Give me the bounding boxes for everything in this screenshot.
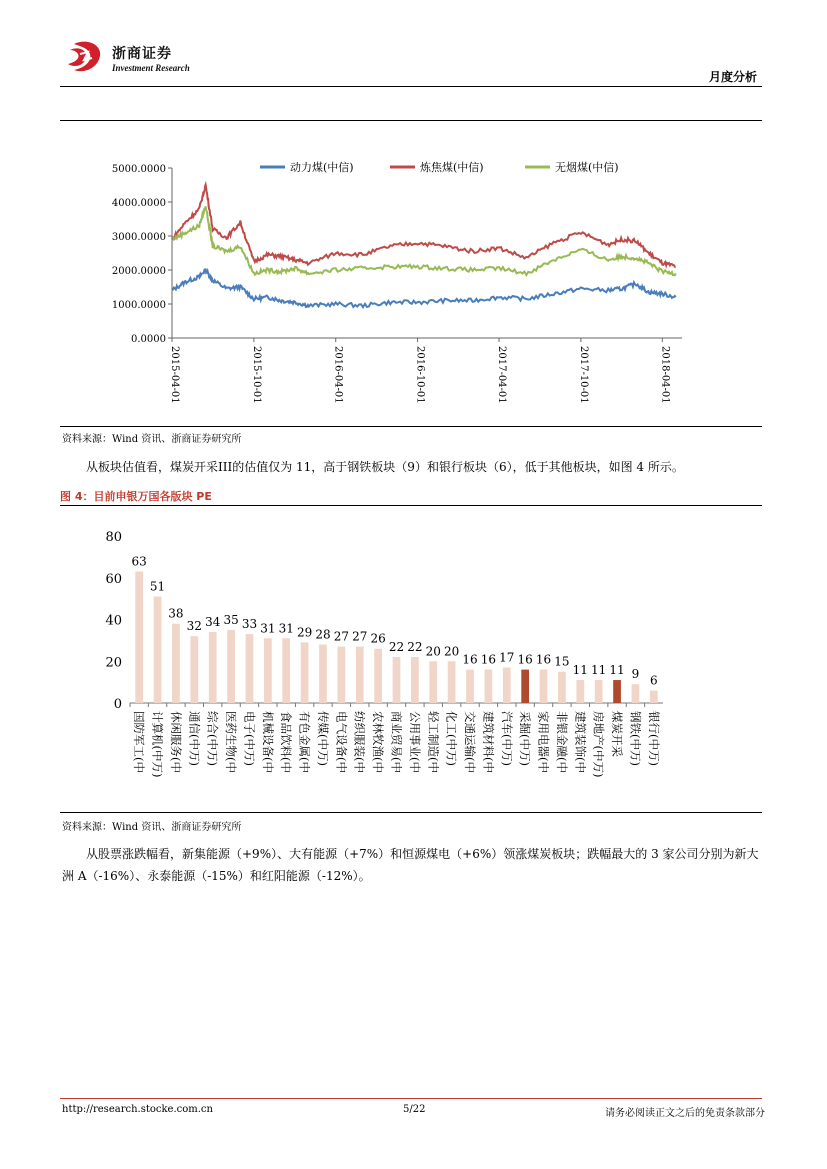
bar-value-label: 29 [296,625,313,640]
bar-value-label: 28 [315,627,331,642]
bar-value-label: 32 [186,619,202,634]
x-tick-label: 纺织服装(中 [352,711,367,773]
x-tick-label: 采掘(中万) [518,711,533,766]
bar [172,624,180,703]
y-tick-label: 4000.0000 [111,198,166,209]
bar-value-label: 20 [443,644,460,659]
bar [246,634,254,703]
page-number: 5/22 [403,1104,426,1115]
bar [209,632,217,703]
figure-title: 图 4：目前申银万国各版块 PE [60,490,212,503]
x-tick-label: 建筑材料(中 [481,711,496,773]
bar-value-label: 22 [407,640,423,655]
bar [540,670,548,703]
bar [429,661,437,703]
x-tick-label: 非银金融(中 [554,711,569,773]
bar [650,690,658,703]
x-tick-label: 食品饮料(中 [279,711,294,773]
series-line [172,269,676,308]
brand-name-en: Investment Research [112,63,190,73]
x-tick-label: 通信(中万) [187,711,202,766]
bar [374,649,382,703]
bar-value-label: 51 [149,579,166,594]
bar [485,670,493,703]
bar-value-label: 9 [631,667,640,682]
bar-value-label: 16 [462,652,478,667]
x-tick-label: 农林牧渔(中 [371,711,386,773]
y-tick-label: 2000.0000 [111,266,166,277]
x-tick-label: 2016-04-01 [332,346,344,404]
x-tick-label: 休闲服务(中 [168,711,183,773]
bar-value-label: 38 [168,606,184,621]
bar-value-label: 16 [480,652,497,667]
bar-value-label: 34 [205,615,221,630]
y-tick-label: 60 [105,571,122,587]
legend-label: 动力煤(中信) [290,161,354,174]
bar [264,638,272,703]
y-tick-label: 5000.0000 [111,164,166,175]
legend-label: 炼焦煤(中信) [420,161,484,174]
coal-index-line-chart [60,150,762,420]
bar [411,657,419,703]
bar [319,645,327,703]
bar [356,647,364,703]
legend-label: 无烟煤(中信) [555,161,619,174]
x-tick-label: 家用电器(中 [536,711,551,773]
bar-value-label: 35 [223,612,239,627]
footer-disclaimer: 请务必阅读正文之后的免责条款部分 [605,1108,765,1119]
report-type-label: 月度分析 [708,70,757,84]
x-tick-label: 国防军工(中 [132,711,147,773]
y-tick-label: 3000.0000 [111,232,166,243]
bar-value-label: 63 [131,554,147,569]
bar-value-label: 11 [609,663,625,678]
bar [595,680,603,703]
bar-value-label: 16 [535,652,552,667]
bar [282,638,290,703]
body-paragraph: 从股票涨跌幅看，新集能源（+9%）、大有能源（+7%）和恒源煤电（+6%）领涨煤炭板块；跌幅最大的 3 家公司分别为新大洲 A（-16%）、永泰能源（-15%）和红阳能源（-12%）。 [62,847,759,883]
series-line [172,185,676,267]
bar-value-label: 20 [425,644,441,659]
y-tick-label: 0 [113,697,122,712]
figure-bottom-divider [60,426,762,427]
y-tick-label: 80 [105,530,122,545]
x-tick-label: 2018-04-01 [659,346,671,404]
bar [227,630,235,703]
y-tick-label: 1000.0000 [111,300,166,311]
x-tick-label: 2017-10-01 [577,346,589,404]
bar [190,636,198,703]
x-tick-label: 传媒(中万) [315,711,330,766]
bar-value-label: 31 [260,621,276,636]
figure-source: 资料来源：Wind 资讯、浙商证券研究所 [62,822,242,833]
y-tick-label: 20 [105,655,122,671]
x-tick-label: 2015-10-01 [250,346,262,404]
header-divider [60,86,762,87]
bar [521,670,529,703]
x-tick-label: 房地产(中万) [591,711,606,778]
x-tick-label: 2015-04-01 [169,346,180,404]
x-tick-label: 汽车(中万) [499,711,514,766]
sector-pe-bar-chart [60,520,762,810]
brand-logo-icon [66,40,106,76]
bar [503,668,511,703]
figure-source: 资料来源：Wind 资讯、浙商证券研究所 [62,434,242,445]
bar [154,597,162,703]
bar-value-label: 17 [499,650,515,665]
bar-value-label: 11 [572,663,588,678]
y-tick-label: 0.0000 [131,334,166,345]
bar-value-label: 11 [591,663,607,678]
bar-value-label: 15 [554,654,570,669]
x-tick-label: 钢铁(中万) [628,711,643,766]
x-tick-label: 电子(中万) [242,711,257,766]
figure-top-divider [60,120,762,121]
bar-value-label: 26 [370,631,386,646]
bar [632,684,640,703]
bar-value-label: 16 [517,652,533,667]
bar-value-label: 27 [333,629,350,644]
x-tick-label: 机械设备(中 [260,711,275,773]
x-tick-label: 轻工制造(中 [426,711,441,773]
bar-value-label: 27 [352,629,368,644]
x-tick-label: 电气设备(中 [334,711,349,773]
footer-divider [60,1098,762,1099]
x-tick-label: 综合(中万) [205,711,220,766]
x-tick-label: 医药生物(中 [224,711,239,773]
bar [135,571,143,703]
figure-bottom-divider [60,812,762,813]
x-tick-label: 建筑装饰(中 [573,711,588,773]
bar-value-label: 6 [649,673,658,688]
bar [301,642,309,703]
x-tick-label: 煤炭开采 [610,711,625,757]
figure-title-divider [60,505,762,506]
bar [466,670,474,703]
bar [613,680,621,703]
x-tick-label: 2016-10-01 [414,346,426,404]
bar [338,647,346,703]
x-tick-label: 化工(中万) [444,711,459,766]
bar-value-label: 33 [241,617,258,632]
x-tick-label: 公用事业(中 [407,711,422,773]
x-tick-label: 交通运输(中 [463,711,478,773]
brand-name-cn: 浙商证券 [112,46,172,62]
bar-value-label: 31 [278,621,294,636]
x-tick-label: 计算机(中万) [150,711,165,778]
x-tick-label: 2017-04-01 [496,346,508,404]
bar [393,657,401,703]
x-tick-label: 银行(中万) [646,711,661,766]
chart-legend [260,160,619,174]
bar [558,672,566,703]
x-tick-label: 商业贸易(中 [389,711,404,773]
bar [576,680,584,703]
y-tick-label: 40 [105,613,122,629]
body-paragraph: 从板块估值看，煤炭开采III的估值仅为 11，高于钢铁板块（9）和银行板块（6），低于其他板块，如图 4 所示。 [86,460,684,474]
x-tick-label: 有色金属(中 [297,711,312,773]
bar-value-label: 22 [388,640,405,655]
footer-url-link[interactable]: http://research.stocke.com.cn [62,1104,213,1115]
bar [448,661,456,703]
